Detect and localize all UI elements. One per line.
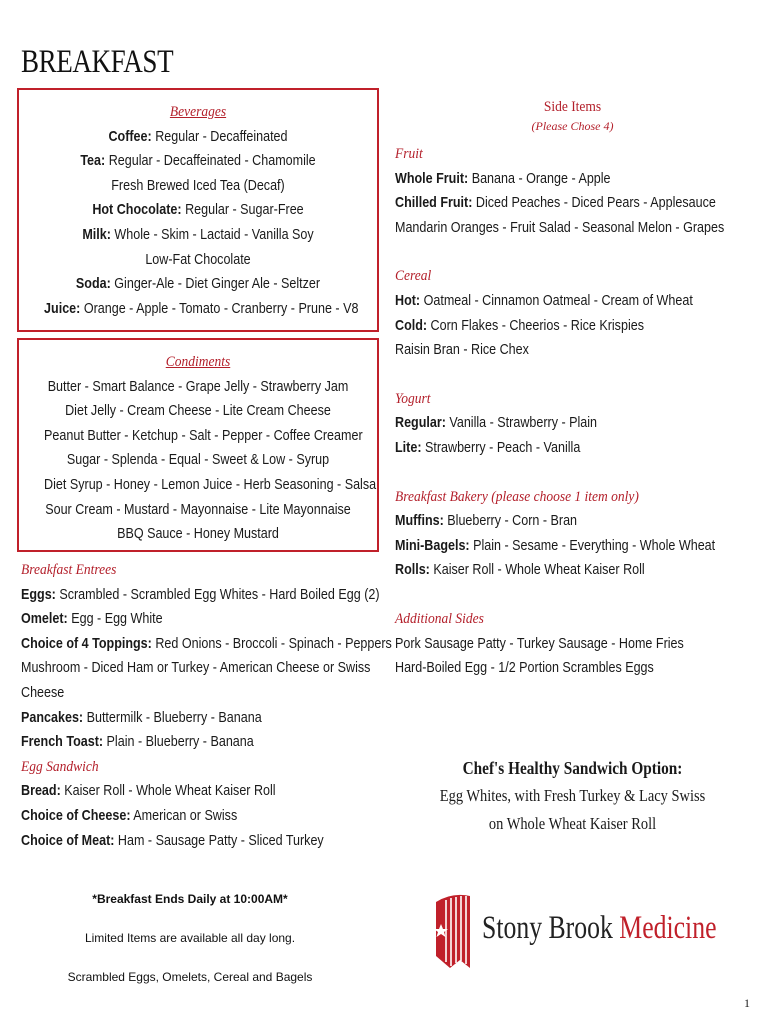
menu-line (395, 632, 705, 657)
menu-line (395, 289, 705, 314)
menu-line-text: Diet Syrup - Honey - Lemon Juice - Herb Seasoning - Salsa (44, 476, 377, 493)
logo-wordmark (482, 910, 717, 947)
menu-line-text: Buttermilk - Blueberry - Banana (83, 709, 262, 726)
menu-line-text: Cheese (21, 684, 65, 701)
menu-line-label: Pancakes: (21, 709, 84, 726)
breakfast-ends-note: *Breakfast Ends Daily at 10:00AM* (92, 892, 288, 906)
menu-line (395, 338, 705, 363)
menu-line-label: Omelet: (21, 611, 68, 628)
menu-line-text: Peanut Butter - Ketchup - Salt - Pepper - Coffee Creamer (44, 427, 363, 444)
condiments-heading: Condiments (165, 354, 231, 370)
menu-line (44, 399, 352, 424)
menu-line-label: Lite: (395, 439, 422, 456)
additional-sides-heading: Additional Sides (395, 610, 484, 627)
menu-line (44, 198, 352, 223)
limited-items-note: Limited Items are available all day long. (84, 931, 296, 945)
menu-line (44, 223, 352, 248)
menu-line (395, 191, 716, 216)
menu-line (44, 375, 352, 400)
menu-line-text: Low-Fat Chocolate (145, 251, 251, 268)
menu-line-label: Cold: (395, 317, 428, 334)
menu-line-text: Red Onions - Broccoli - Spinach - Peppers (151, 635, 392, 652)
menu-line (21, 804, 331, 829)
menu-line-text: Vanilla - Strawberry - Plain (445, 415, 598, 432)
menu-line-text: Mandarin Oranges - Fruit Salad - Seasonal Melon - Grapes (395, 219, 725, 236)
menu-line (44, 174, 352, 199)
beverages-box (17, 88, 379, 332)
menu-line-label: Bread: (21, 783, 61, 800)
menu-line-label: Juice: (44, 300, 81, 317)
side-items-subtitle: (Please Chose 4) (531, 119, 614, 133)
menu-line (44, 473, 377, 498)
menu-line-label: Tea: (80, 153, 106, 170)
stony-brook-logo (430, 890, 720, 970)
menu-line (395, 534, 716, 559)
menu-line (21, 681, 331, 706)
menu-line-text: Regular - Decaffeinated - Chamomile (105, 153, 316, 170)
menu-line (395, 656, 705, 681)
menu-line-label: Choice of Meat: (21, 832, 115, 849)
menu-line (21, 706, 331, 731)
menu-line (21, 632, 392, 657)
menu-line-text: Mushroom - Diced Ham or Turkey - American Cheese or Swiss (21, 660, 371, 677)
yogurt-heading: Yogurt (395, 390, 431, 407)
menu-line (44, 498, 352, 523)
menu-line-text: Ham - Sausage Patty - Sliced Turkey (114, 832, 324, 849)
sandwich-title: Chef's Healthy Sandwich Option: (462, 758, 683, 778)
side-items-section (395, 96, 755, 681)
sandwich-line-2: on Whole Wheat Kaiser Roll (488, 814, 657, 833)
shield-star-icon (430, 890, 474, 970)
menu-line-label: Hot Chocolate: (92, 202, 182, 219)
menu-line-text: Diet Jelly - Cream Cheese - Lite Cream Cheese (65, 403, 331, 420)
menu-line (21, 656, 371, 681)
sandwich-line-1: Egg Whites, with Fresh Turkey & Lacy Swiss (439, 786, 706, 805)
menu-line-label: Muffins: (395, 513, 444, 530)
page-title: BREAKFAST (21, 44, 174, 80)
menu-line-text: Kaiser Roll - Whole Wheat Kaiser Roll (429, 562, 645, 579)
all-day-items-note: Scrambled Eggs, Omelets, Cereal and Bagels (67, 970, 313, 984)
menu-line-label: Coffee: (108, 128, 152, 145)
logo-name-part-2: Medicine (619, 910, 717, 946)
menu-line-text: Corn Flakes - Cheerios - Rice Krispies (427, 317, 644, 334)
menu-line (21, 779, 331, 804)
menu-line-text: Oatmeal - Cinnamon Oatmeal - Cream of Wheat (420, 292, 693, 309)
menu-line (44, 149, 352, 174)
menu-line-text: Orange - Apple - Tomato - Cranberry - Prune - V8 (80, 300, 359, 317)
menu-line (44, 424, 363, 449)
menu-line (395, 436, 705, 461)
menu-line (395, 509, 705, 534)
menu-line-text: Sour Cream - Mustard - Mayonnaise - Lite Mayonnaise (45, 501, 351, 518)
menu-line (395, 558, 705, 583)
menu-line-text: Ginger-Ale - Diet Ginger Ale - Seltzer (110, 276, 321, 293)
menu-line-label: Mini-Bagels: (395, 537, 470, 554)
menu-line-text: Fresh Brewed Iced Tea (Decaf) (111, 177, 285, 194)
menu-line-label: Regular: (395, 415, 446, 432)
egg-sandwich-heading: Egg Sandwich (21, 758, 99, 775)
menu-line-text: Plain - Sesame - Everything - Whole Wheat (469, 537, 716, 554)
menu-line-text: Diced Peaches - Diced Pears - Applesauce (472, 195, 716, 212)
menu-line (21, 583, 380, 608)
menu-line-text: Strawberry - Peach - Vanilla (421, 439, 581, 456)
menu-line-label: Soda: (75, 276, 111, 293)
menu-line-label: French Toast: (21, 734, 104, 751)
menu-line-label: Milk: (82, 226, 111, 243)
menu-line (44, 272, 352, 297)
menu-line (44, 125, 352, 150)
menu-line (395, 411, 705, 436)
menu-line-label: Choice of Cheese: (21, 807, 131, 824)
menu-line-text: BBQ Sauce - Honey Mustard (117, 526, 279, 543)
cereal-heading: Cereal (395, 268, 432, 285)
menu-line-text: American or Swiss (130, 807, 238, 824)
condiments-box (17, 338, 379, 552)
menu-line-text: Banana - Orange - Apple (468, 170, 611, 187)
menu-line (44, 448, 352, 473)
menu-line (395, 167, 705, 192)
menu-line-text: Blueberry - Corn - Bran (443, 513, 578, 530)
menu-line (21, 607, 331, 632)
menu-line (395, 216, 725, 241)
menu-line-text: Plain - Blueberry - Banana (103, 734, 254, 751)
fruit-heading: Fruit (395, 146, 423, 162)
menu-line-label: Rolls: (395, 562, 430, 579)
menu-line-text: Sugar - Splenda - Equal - Sweet & Low - Syrup (66, 452, 330, 469)
menu-line-label: Eggs: (21, 586, 56, 603)
menu-line-label: Hot: (395, 292, 421, 309)
menu-line (21, 730, 331, 755)
menu-line (21, 829, 331, 854)
menu-line-label: Chilled Fruit: (395, 195, 473, 212)
menu-line (44, 297, 359, 322)
menu-line-label: Choice of 4 Toppings: (21, 635, 152, 652)
entrees-heading: Breakfast Entrees (21, 562, 117, 578)
page-number: 1 (744, 996, 750, 1010)
menu-line-text: Egg - Egg White (67, 611, 163, 628)
menu-line (44, 522, 352, 547)
menu-line-text: Butter - Smart Balance - Grape Jelly - Strawberry Jam (47, 378, 349, 395)
menu-line-text: Scrambled - Scrambled Egg Whites - Hard Boiled Egg (2) (55, 586, 380, 603)
bakery-heading: Breakfast Bakery (please choose 1 item only) (395, 488, 639, 505)
beverages-heading: Beverages (169, 104, 227, 120)
healthy-sandwich-option (405, 754, 740, 838)
menu-line-text: Hard-Boiled Egg - 1/2 Portion Scrambles Eggs (395, 660, 654, 677)
menu-line-text: Kaiser Roll - Whole Wheat Kaiser Roll (60, 783, 276, 800)
logo-name-part-1: Stony Brook (482, 910, 620, 946)
menu-line-text: Whole - Skim - Lactaid - Vanilla Soy (110, 226, 314, 243)
menu-line (395, 314, 705, 339)
menu-line (44, 248, 352, 273)
menu-line-text: Raisin Bran - Rice Chex (395, 342, 529, 359)
side-items-title: Side Items (543, 99, 602, 115)
menu-line-label: Whole Fruit: (395, 170, 469, 187)
menu-line-text: Regular - Decaffeinated (151, 128, 288, 145)
menu-line-text: Pork Sausage Patty - Turkey Sausage - Home Fries (395, 635, 684, 652)
menu-line-text: Regular - Sugar-Free (181, 202, 304, 219)
entrees-section (21, 558, 392, 853)
